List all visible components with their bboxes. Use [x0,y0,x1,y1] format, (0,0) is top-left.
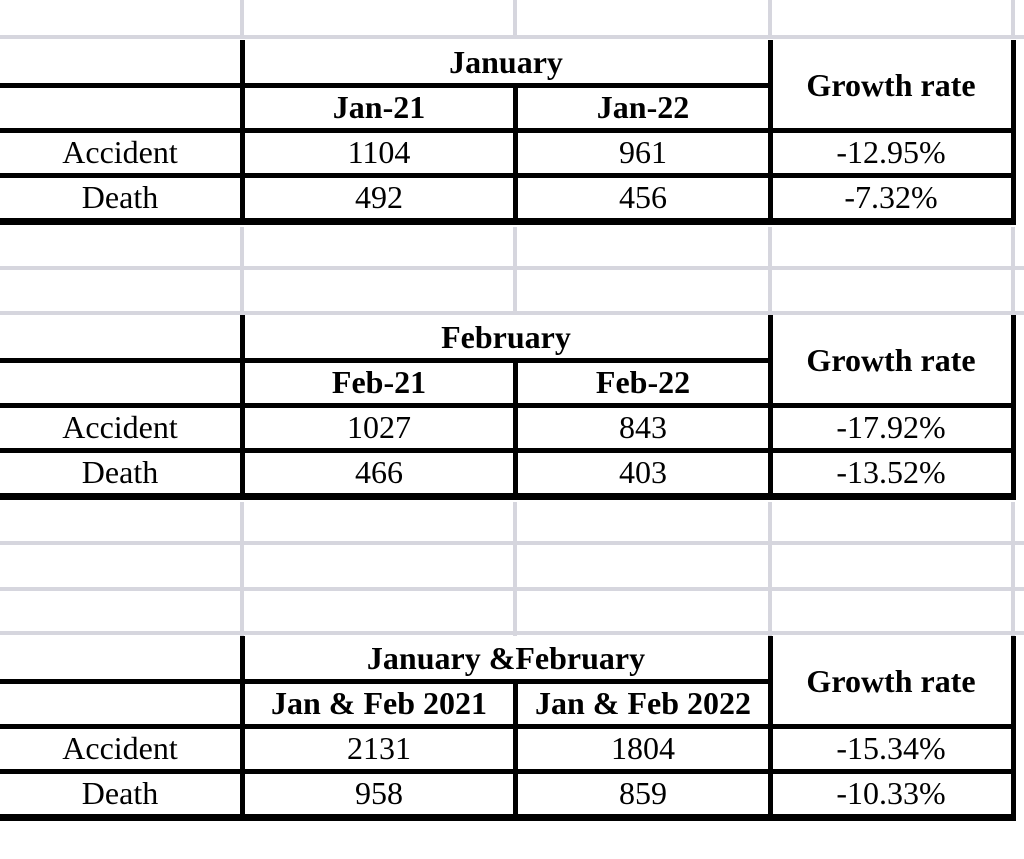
column-header-cell[interactable]: Jan & Feb 2021 [271,685,487,721]
growth-rate-header-cell[interactable]: Growth rate [806,67,976,103]
column-header-cell[interactable]: Jan & Feb 2022 [535,685,751,721]
sheet-gridline-h [0,35,1024,39]
sheet-gridline-v [240,227,244,315]
row-label-cell[interactable]: Death [81,179,159,215]
value-cell[interactable]: 456 [619,179,667,215]
sheet-gridline-h [0,266,1024,270]
column-header-cell[interactable]: Feb-21 [331,364,427,400]
table-title-cell[interactable]: January &February [366,640,646,676]
column-header-cell[interactable]: Jan-21 [332,89,426,125]
table-border-line [1011,40,1016,225]
table-january [0,40,1016,227]
value-cell[interactable]: 2131 [347,730,411,766]
value-cell[interactable]: 958 [355,775,403,811]
row-label-cell[interactable]: Death [81,775,159,811]
column-header-cell[interactable]: Jan-22 [596,89,690,125]
table-title-cell[interactable]: February [441,319,571,355]
growth-value-cell[interactable]: -10.33% [836,775,946,811]
sheet-gridline-v [1011,0,1015,36]
table-jan-feb-combined [0,636,1016,823]
sheet-gridline-h [0,631,1024,635]
table-border-line [1011,315,1016,500]
value-cell[interactable]: 1804 [611,730,675,766]
row-label-cell[interactable]: Accident [62,134,178,170]
sheet-gridline-v [768,502,772,636]
sheet-gridline-v [768,0,772,36]
value-cell[interactable]: 492 [355,179,403,215]
sheet-gridline-v [513,0,517,36]
sheet-gridline-h [0,541,1024,545]
sheet-gridline-v [240,502,244,636]
sheet-gridline-h [0,587,1024,591]
row-label-cell[interactable]: Accident [62,409,178,445]
growth-rate-header-cell[interactable]: Growth rate [806,342,976,378]
value-cell[interactable]: 859 [619,775,667,811]
sheet-gridline-v [513,502,517,636]
growth-value-cell[interactable]: -13.52% [836,454,946,490]
table-february [0,315,1016,502]
value-cell[interactable]: 403 [619,454,667,490]
value-cell[interactable]: 961 [619,134,667,170]
row-label-cell[interactable]: Death [81,454,159,490]
table-title-cell[interactable]: January [449,44,563,80]
sheet-gridline-v [240,0,244,36]
table-border-line [1011,636,1016,821]
sheet-gridline-v [1011,227,1015,315]
row-label-cell[interactable]: Accident [62,730,178,766]
value-cell[interactable]: 466 [355,454,403,490]
value-cell[interactable]: 1104 [347,134,411,170]
sheet-gridline-v [513,227,517,315]
growth-value-cell[interactable]: -7.32% [844,179,938,215]
growth-value-cell[interactable]: -15.34% [836,730,946,766]
column-header-cell[interactable]: Feb-22 [595,364,691,400]
value-cell[interactable]: 843 [619,409,667,445]
value-cell[interactable]: 1027 [347,409,411,445]
growth-rate-header-cell[interactable]: Growth rate [806,663,976,699]
sheet-gridline-v [768,227,772,315]
sheet-gridline-v [1011,502,1015,636]
growth-value-cell[interactable]: -17.92% [836,409,946,445]
growth-value-cell[interactable]: -12.95% [836,134,946,170]
